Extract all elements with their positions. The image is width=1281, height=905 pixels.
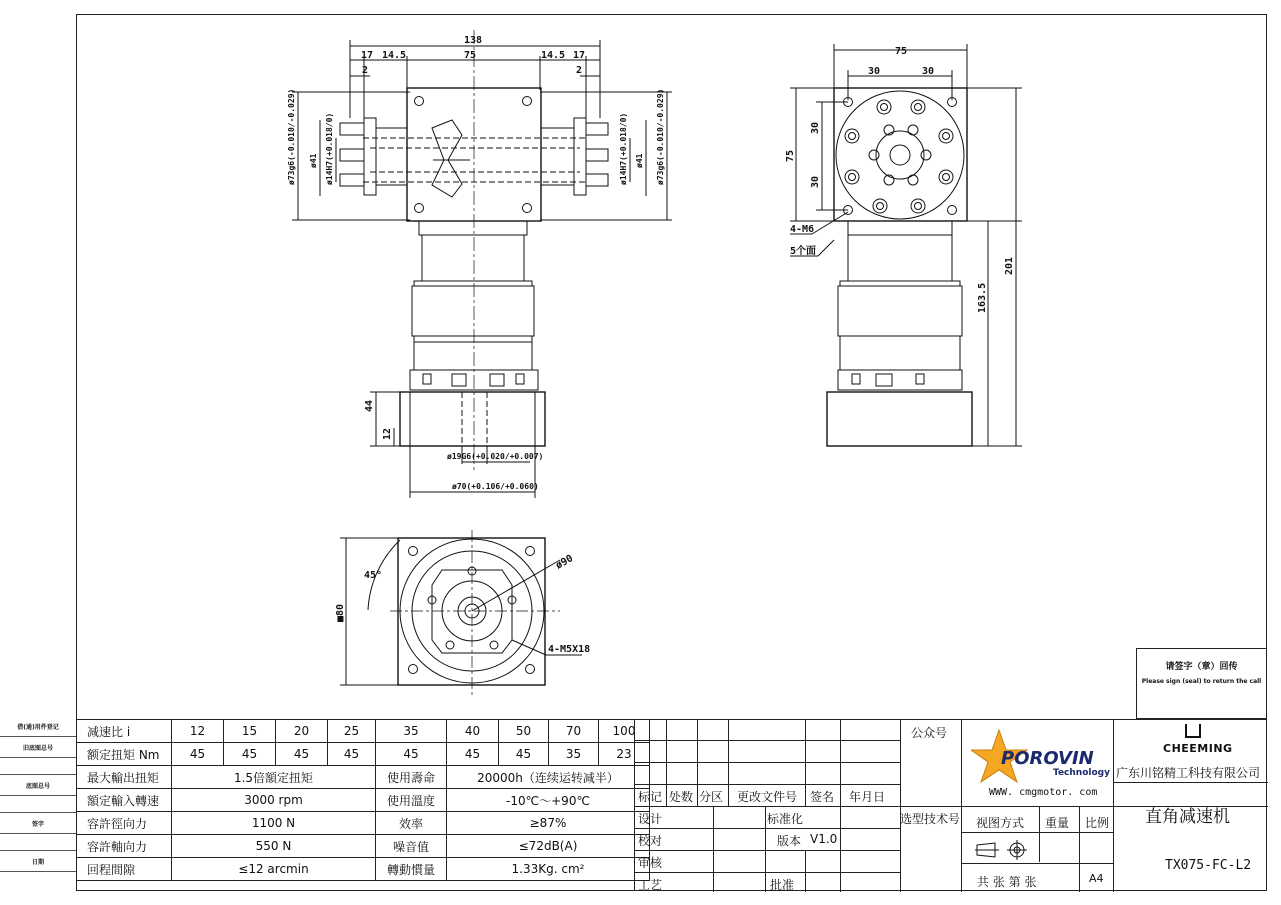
- return-note-box: [1136, 648, 1267, 719]
- front-view: [292, 30, 672, 498]
- rev-header-mark: 标记: [638, 790, 663, 804]
- side-labels: [0, 716, 76, 872]
- selection-label: 选型技术号: [900, 812, 961, 826]
- dim-side-half-a: 30: [868, 66, 881, 77]
- rev-header-date: 年月日: [849, 790, 886, 804]
- table-row: [77, 789, 650, 812]
- side-label-reuse: 借(通)用件登记: [0, 716, 76, 737]
- torque-cell: 45: [172, 743, 224, 766]
- torque-cell: 45: [376, 743, 447, 766]
- spec-key: 效率: [376, 812, 447, 835]
- ratio-cell: 25: [328, 720, 376, 743]
- dim-side-height: 75: [785, 149, 796, 162]
- wechat-label: 公众号: [911, 726, 948, 740]
- dim-left-a: 17: [361, 50, 374, 61]
- rev-header-file: 更改文件号: [737, 790, 798, 804]
- ratio-cell: 50: [499, 720, 549, 743]
- spec-value: 3000 rpm: [172, 789, 376, 812]
- dim-shaft-bore-left: ø14H7(+0.018/0): [325, 112, 334, 185]
- ratio-cell: 40: [447, 720, 499, 743]
- spec-value: ≤12 arcmin: [172, 858, 376, 881]
- ratio-cell: 20: [276, 720, 328, 743]
- side-label-spacer2: [0, 796, 76, 813]
- torque-cell: 45: [447, 743, 499, 766]
- side-label-date: 日期: [0, 851, 76, 872]
- dim-pcd: ø90: [554, 553, 576, 572]
- dim-right-small: 2: [576, 65, 583, 76]
- spec-key: 容許徑向力: [77, 812, 172, 835]
- title-block: [634, 719, 1267, 891]
- porovin-logo: [971, 726, 1121, 786]
- table-row: [77, 766, 650, 789]
- dim-side-holes: 4-M6: [790, 224, 815, 235]
- spec-key: 回程間隙: [77, 858, 172, 881]
- ratio-label: 减速比 i: [77, 720, 172, 743]
- company-name: 广东川铭精工科技有限公司: [1116, 766, 1261, 780]
- dim-side-faces: 5个面: [790, 246, 817, 257]
- scale-label: 比例: [1085, 816, 1110, 830]
- spec-key: 轉動慣量: [376, 858, 447, 881]
- dim-side-vert-b: 30: [810, 175, 821, 188]
- dim-angle: 45°: [364, 570, 383, 581]
- spec-key: 使用壽命: [376, 766, 447, 789]
- spec-value: ≥87%: [447, 812, 650, 835]
- weight-label: 重量: [1045, 816, 1070, 830]
- check-label: 校对: [638, 834, 663, 848]
- dim-right-a: 14.5: [541, 50, 566, 61]
- website: WWW. cmgmotor. com: [989, 787, 1098, 798]
- brand-name: POROVIN: [1001, 748, 1094, 769]
- spec-key: 噪音值: [376, 835, 447, 858]
- design-label: 设计: [638, 812, 663, 826]
- side-label-base: 底图总号: [0, 775, 76, 796]
- return-note-line1: 请签字（章）回传: [1165, 662, 1238, 672]
- dim-bottom-square: ■80: [335, 603, 346, 622]
- torque-label: 额定扭矩 Nm: [77, 743, 172, 766]
- spec-value: 20000h（连续运转减半）: [447, 766, 650, 789]
- spec-key: 額定輸入轉速: [77, 789, 172, 812]
- table-row: [77, 743, 650, 766]
- dim-overall-width: 138: [464, 35, 483, 46]
- standardize-label: 标准化: [767, 812, 804, 826]
- rev-header-zone: 分区: [699, 790, 724, 804]
- process-label: 工艺: [638, 878, 663, 892]
- dim-side-vert-a: 30: [810, 121, 821, 134]
- cheeming-logo-icon: [1185, 724, 1201, 738]
- torque-cell: 45: [276, 743, 328, 766]
- ratio-cell: 100: [599, 720, 650, 743]
- dim-shaft-od-right: ø73g6(-0.010/-0.029): [656, 88, 665, 185]
- spec-value: 1.33Kg. cm²: [447, 858, 650, 881]
- side-label-spacer: [0, 758, 76, 775]
- side-view: [790, 44, 1022, 446]
- dim-shaft-mid-left: ø41: [309, 153, 318, 168]
- version-value: V1.0: [810, 832, 838, 846]
- ratio-cell: 12: [172, 720, 224, 743]
- torque-cell: 45: [224, 743, 276, 766]
- spec-value: -10℃～+90℃: [447, 789, 650, 812]
- rev-header-sign: 签名: [810, 790, 835, 804]
- return-note-line2: Please sign (seal) to return the call: [1141, 678, 1262, 685]
- dim-base-height: 44: [364, 399, 375, 412]
- dim-square: 75: [464, 50, 477, 61]
- dim-base-bore: ø19G6(+0.020/+0.007): [447, 452, 544, 461]
- spec-value: ≤72dB(A): [447, 835, 650, 858]
- sheets-label: 共 张 第 张: [977, 875, 1037, 889]
- rev-header-count: 处数: [669, 790, 694, 804]
- dim-shaft-mid-right: ø41: [635, 153, 644, 168]
- table-row: [77, 720, 650, 743]
- dim-total-height: 201: [1004, 256, 1015, 275]
- version-label: 版本: [777, 834, 802, 848]
- torque-cell: 45: [328, 743, 376, 766]
- spec-table: [76, 719, 650, 881]
- ratio-cell: 15: [224, 720, 276, 743]
- view-method-label: 视图方式: [976, 816, 1025, 830]
- spec-key: 容許軸向力: [77, 835, 172, 858]
- ratio-cell: 70: [549, 720, 599, 743]
- side-label-old-base: 旧底图总号: [0, 737, 76, 758]
- spec-value: 550 N: [172, 835, 376, 858]
- table-row: [77, 835, 650, 858]
- dim-base-spigot: ø70(+0.106/+0.060): [452, 482, 539, 491]
- dim-base-lip: 12: [382, 427, 393, 440]
- dim-shaft-bore-right: ø14H7(+0.018/0): [619, 112, 628, 185]
- side-label-spacer3: [0, 834, 76, 851]
- torque-cell: 23: [599, 743, 650, 766]
- dim-left-b: 14.5: [382, 50, 407, 61]
- spec-key: 最大輸出扭矩: [77, 766, 172, 789]
- dim-side-half-b: 30: [922, 66, 935, 77]
- dim-bottom-holes: 4-M5X18: [548, 644, 591, 655]
- bottom-view: [340, 530, 582, 695]
- cheeming-logo: CHEEMING: [1163, 742, 1233, 755]
- dim-left-small: 2: [362, 65, 369, 76]
- table-row: [77, 812, 650, 835]
- torque-cell: 45: [499, 743, 549, 766]
- ratio-cell: 35: [376, 720, 447, 743]
- model-number: TX075-FC-L2: [1165, 858, 1252, 873]
- side-label-sign: 签字: [0, 813, 76, 834]
- torque-cell: 35: [549, 743, 599, 766]
- dim-side-width: 75: [895, 46, 908, 57]
- dim-right-b: 17: [573, 50, 586, 61]
- product-name: 直角减速机: [1145, 807, 1230, 827]
- paper-size: A4: [1089, 872, 1104, 885]
- spec-key: 使用溫度: [376, 789, 447, 812]
- spec-value: 1100 N: [172, 812, 376, 835]
- dim-shaft-od-left: ø73g6(-0.010/-0.029): [287, 88, 296, 185]
- spec-value: 1.5倍額定扭矩: [172, 766, 376, 789]
- review-label: 审核: [638, 856, 663, 870]
- dim-body-height: 163.5: [977, 282, 988, 313]
- brand-sub: Technology: [1053, 768, 1110, 778]
- projection-symbol-icon: [975, 840, 1035, 860]
- table-row: [77, 858, 650, 881]
- approve-label: 批准: [770, 878, 795, 892]
